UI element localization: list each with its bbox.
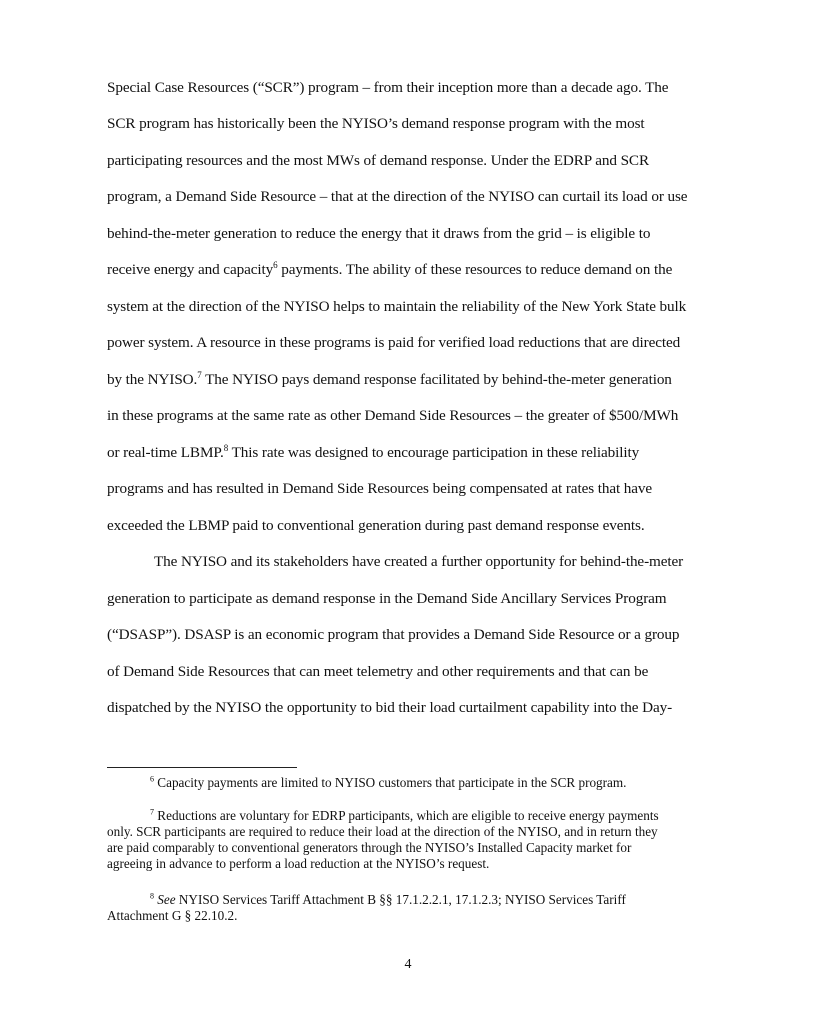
footnote-line [107, 775, 727, 791]
footnote-marker: 6 [150, 774, 154, 784]
body-text-run: by the NYISO. [107, 371, 198, 388]
footnote-separator [107, 767, 297, 768]
body-line: generation to participate as demand response in the Demand Side Ancillary Services Program [107, 590, 667, 607]
footnote-marker: 7 [150, 807, 154, 817]
body-line: programs and has resulted in Demand Side Resources being compensated at rates that have [107, 480, 653, 497]
body-line: dispatched by the NYISO the opportunity to bid their load curtailment capability into the Day- [107, 699, 673, 716]
body-line: behind-the-meter generation to reduce the energy that it draws from the grid – is eligible to [107, 225, 651, 242]
body-line: (“DSASP”). DSASP is an economic program that provides a Demand Side Resource or a group [107, 626, 680, 643]
footnote-line: Attachment G § 22.10.2. [107, 908, 238, 923]
body-line: of Demand Side Resources that can meet telemetry and other requirements and that can be [107, 663, 649, 680]
footnote-text: Reductions are voluntary for EDRP participants, which are eligible to receive energy payments [154, 808, 659, 823]
footnote-line: are paid comparably to conventional generators through the NYISO’s Installed Capacity market for [107, 840, 632, 855]
body-line: exceeded the LBMP paid to conventional generation during past demand response events. [107, 517, 645, 534]
footnote-ref-7[interactable]: 7 [197, 369, 202, 380]
body-text-run: or real-time LBMP. [107, 444, 224, 461]
body-text-run: payments. The ability of these resources to reduce demand on the [277, 261, 673, 278]
footnote-line: only. SCR participants are required to reduce their load at the direction of the NYISO, and in return they [107, 824, 658, 839]
body-line: system at the direction of the NYISO helps to maintain the reliability of the New York State bulk [107, 298, 687, 315]
body-line [107, 443, 639, 463]
body-line: power system. A resource in these programs is paid for verified load reductions that are directed [107, 334, 681, 351]
body-line: Special Case Resources (“SCR”) program – from their inception more than a decade ago. The [107, 79, 669, 96]
footnote-line [107, 892, 727, 908]
footnote-line: agreeing in advance to perform a load reduction at the NYISO’s request. [107, 856, 490, 871]
footnote-ref-8[interactable]: 8 [223, 442, 229, 453]
body-line: in these programs at the same rate as other Demand Side Resources – the greater of $500/MWh [107, 407, 679, 424]
footnote-text: NYISO Services Tariff Attachment B §§ 17.1.2.2.1, 17.1.2.3; NYISO Services Tariff [175, 892, 626, 907]
footnote-signal-see: See [154, 892, 176, 907]
body-line [107, 370, 672, 390]
footnote-ref-6[interactable]: 6 [273, 259, 278, 270]
footnote-6 [107, 775, 727, 791]
footnote-marker: 8 [150, 891, 154, 901]
paragraph-first-line: The NYISO and its stakeholders have created a further opportunity for behind-the-meter [154, 553, 684, 570]
body-line [107, 260, 672, 280]
body-line: SCR program has historically been the NYISO’s demand response program with the most [107, 115, 645, 132]
footnote-text: Capacity payments are limited to NYISO customers that participate in the SCR program. [154, 775, 627, 790]
page-number: 4 [404, 957, 412, 972]
body-text-run: This rate was designed to encourage participation in these reliability [228, 444, 640, 461]
footnote-7 [107, 808, 727, 872]
body-text-run: The NYISO pays demand response facilitated by behind-the-meter generation [201, 371, 672, 388]
footnote-line [107, 808, 727, 824]
body-line: participating resources and the most MWs of demand response. Under the EDRP and SCR [107, 152, 649, 169]
body-text-run: receive energy and capacity [107, 261, 274, 278]
body-line: program, a Demand Side Resource – that at the direction of the NYISO can curtail its load or use [107, 188, 688, 205]
footnote-8 [107, 892, 727, 924]
